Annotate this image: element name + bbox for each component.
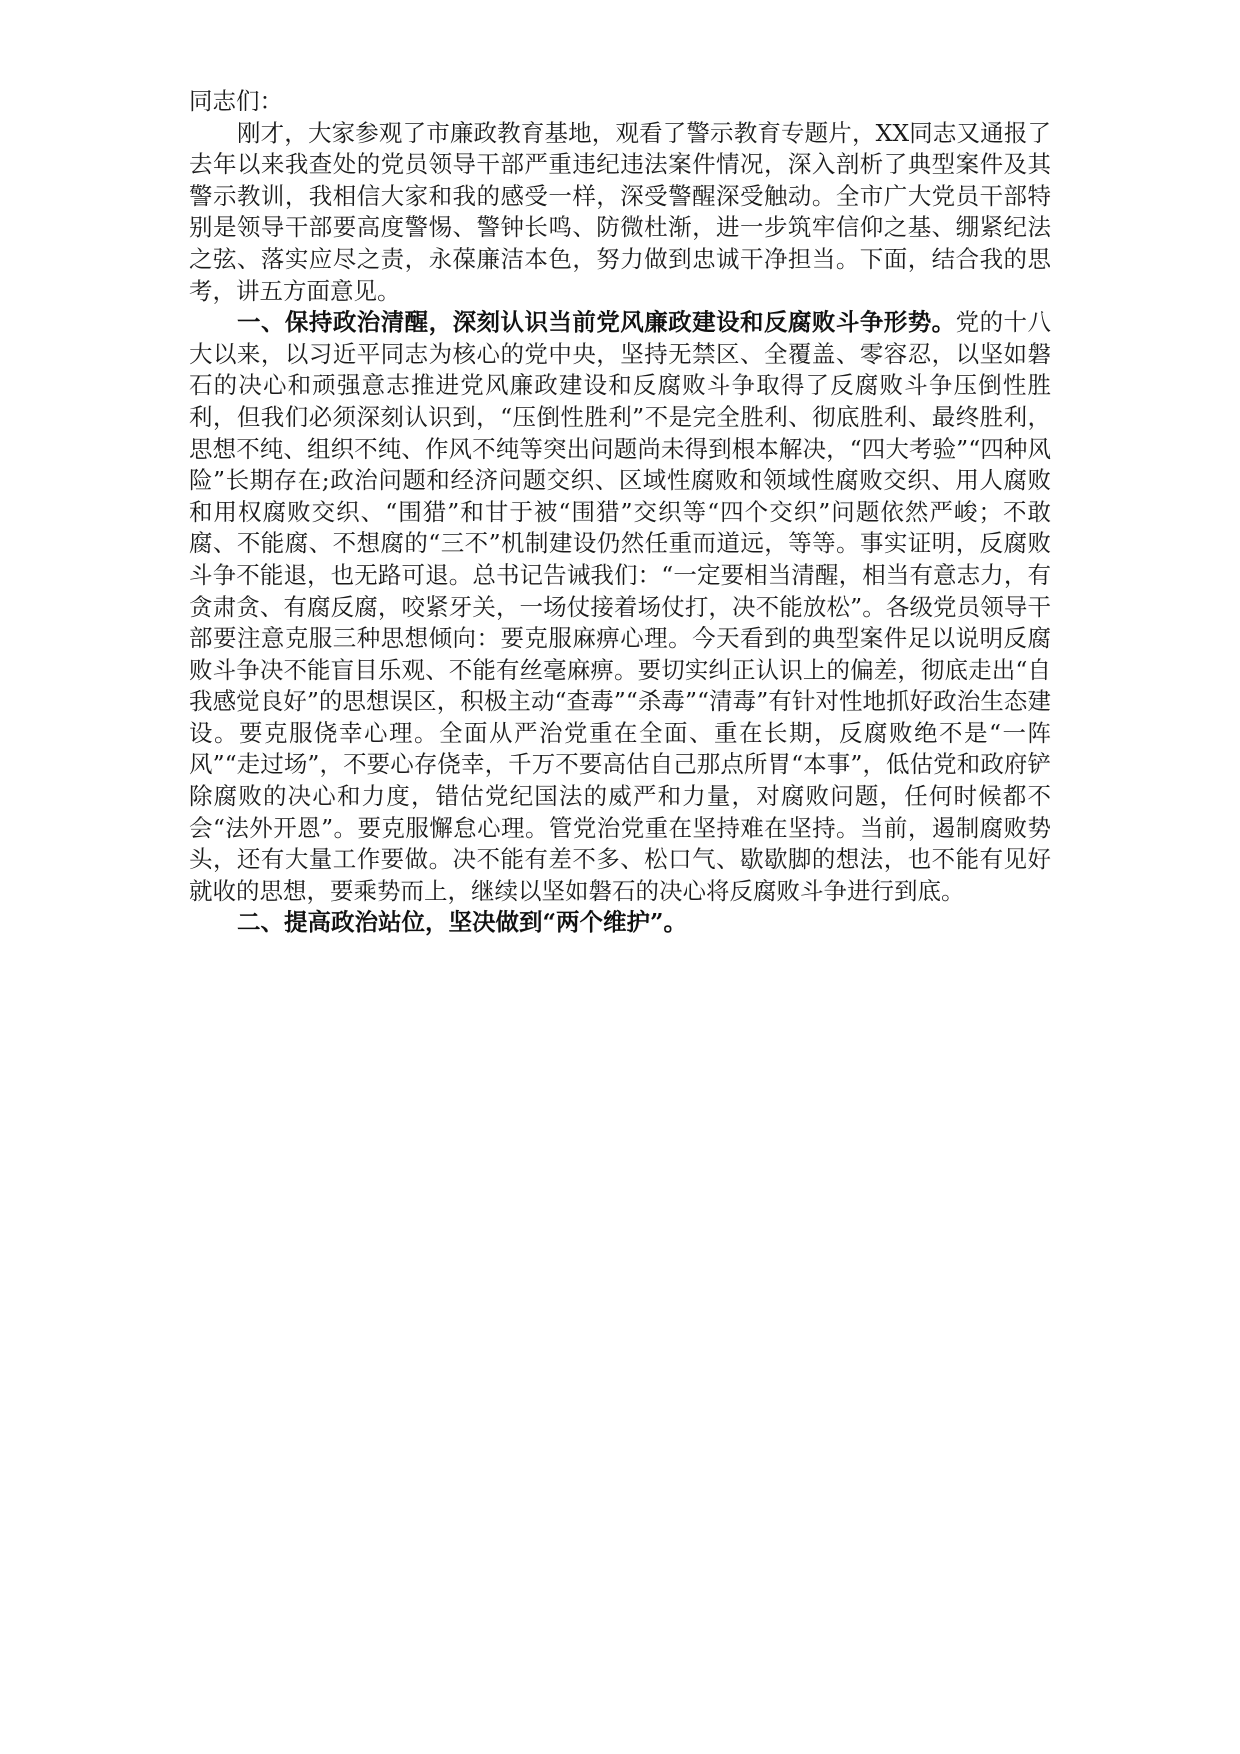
section-1-heading: 一、保持政治清醒，深刻认识当前党风廉政建设和反腐败斗争形势。 bbox=[237, 308, 956, 337]
section-1-paragraph bbox=[189, 307, 1051, 907]
section-2-paragraph bbox=[189, 907, 1051, 939]
document-body bbox=[189, 86, 1051, 939]
intro-paragraph: 刚才，大家参观了市廉政教育基地，观看了警示教育专题片，XX同志又通报了去年以来我查处的党员领导干部严重违纪违法案件情况，深入剖析了典型案件及其警示教训，我相信大家和我的感受一样，深受警醒深受触动。全市广大党员干部特别是领导干部要高度警惕、警钟长鸣、防微杜渐，进一步筑牢信仰之基、绷紧纪法之弦、落实应尽之责，永葆廉洁本色，努力做到忠诚干净担当。下面，结合我的思考，讲五方面意见。 bbox=[189, 118, 1051, 305]
salutation: 同志们： bbox=[189, 87, 283, 115]
section-1-body: 党的十八大以来，以习近平同志为核心的党中央，坚持无禁区、全覆盖、零容忍，以坚如磐石的决心和顽强意志推进党风廉政建设和反腐败斗争取得了反腐败斗争压倒性胜利，但我们必须深刻认识到，“压倒性胜利”不是完全胜利、彻底胜利、最终胜利，思想不纯、组织不纯、作风不纯等突出问题尚未得到根本解决，“四大考验”“四种风险”长期存在;政治问题和经济问题交织、区域性腐败和领域性腐败交织、用人腐败和用权腐败交织、“围猎”和甘于被“围猎”交织等“四个交织”问题依然严峻；不敢腐、不能腐、不想腐的“三不”机制建设仍然任重而道远，等等。事实证明，反腐败斗争不能退，也无路可退。总书记告诫我们：“一定要相当清醒，相当有意志力，有贪肃贪、有腐反腐，咬紧牙关，一场仗接着场仗打，决不能放松”。各级党员领导干部要注意克服三种思想倾向：要克服麻痹心理。今天看到的典型案件足以说明反腐败斗争决不能盲目乐观、不能有丝毫麻痹。要切实纠正认识上的偏差，彻底走出“自我感觉良好”的思想误区，积极主动“查毒”“杀毒”“清毒”有针对性地抓好政治生态建设。要克服侥幸心理。全面从严治党重在全面、重在长期，反腐败绝不是“一阵风”“走过场”，不要心存侥幸，千万不要高估自己那点所胃“本事”，低估党和政府铲除腐败的决心和力度，错估党纪国法的威严和力量，对腐败问题，任何时候都不会“法外开恩”。要克服懈怠心理。管党治党重在坚持难在坚持。当前，遏制腐败势头，还有大量工作要做。决不能有差不多、松口气、歇歇脚的想法，也不能有见好就收的思想，要乘势而上，继续以坚如磐石的决心将反腐败斗争进行到底。 bbox=[189, 308, 1052, 905]
section-2-heading: 二、提高政治站位，坚决做到“两个维护”。 bbox=[237, 908, 688, 937]
